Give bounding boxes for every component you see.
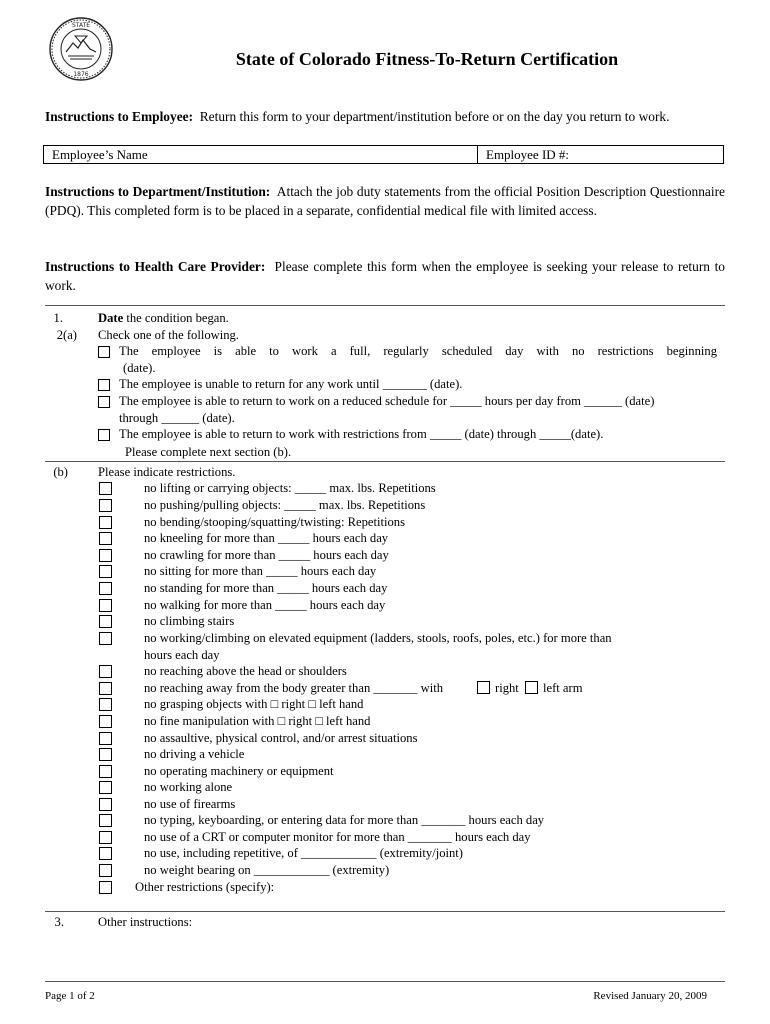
restriction-text: no operating machinery or equipment [144, 764, 334, 778]
option-full-day-date: (date). [123, 361, 156, 375]
svg-text:STATE: STATE [71, 22, 91, 29]
section-2b-number: (b) [53, 465, 68, 479]
option-restrictions-checkbox[interactable] [98, 429, 110, 441]
option-restrictions-text: The employee is able to return to work with restrictions from _____ (date) through _____(date). [119, 427, 604, 441]
restriction-text: no working alone [144, 780, 233, 794]
department-instructions-label: Instructions to Department/Institution: [45, 184, 271, 199]
employee-instructions-text: Return this form to your department/institution before or on the day you return to work. [199, 109, 670, 124]
restriction-checkbox[interactable] [99, 615, 112, 628]
restriction-text: no use of firearms [144, 797, 236, 811]
restriction-checkbox[interactable] [99, 632, 112, 645]
restriction-text: no bending/stooping/squatting/twisting: Repetitions [144, 515, 405, 529]
section-3-text: Other instructions: [98, 915, 193, 929]
restriction-checkbox[interactable] [99, 532, 112, 545]
restriction-checkbox[interactable] [99, 781, 112, 794]
restriction-checkbox[interactable] [99, 732, 112, 745]
restriction-checkbox[interactable] [99, 665, 112, 678]
other-restrictions-label: Other restrictions (specify): [135, 880, 275, 894]
restriction-text: no use, including repetitive, of ____________ (extremity/joint) [144, 846, 463, 860]
department-instructions [45, 183, 725, 220]
restriction-text-continued: hours each day [144, 648, 220, 662]
restriction-text: no typing, keyboarding, or entering data for more than _______ hours each day [144, 813, 545, 827]
employee-name-label: Employee’s Name [52, 147, 148, 162]
restriction-checkbox[interactable] [99, 814, 112, 827]
restriction-checkbox[interactable] [99, 582, 112, 595]
restriction-text: no pushing/pulling objects: _____ max. lbs. Repetitions [144, 498, 426, 512]
section-2a-heading: Check one of the following. [98, 328, 239, 342]
restriction-checkbox[interactable] [99, 682, 112, 695]
restriction-text: no reaching away from the body greater than _______ with [144, 681, 444, 695]
department-instructions-text: Attach the job duty statements from the official Position Description Questionnaire (PDQ). This completed form is to be placed in a separate, confidential medical file with limited access. [45, 184, 725, 218]
employee-id-label: Employee ID #: [486, 147, 570, 162]
employee-id-field[interactable] [478, 146, 577, 163]
provider-instructions-label: Instructions to Health Care Provider: [45, 259, 266, 274]
option-reduced-schedule-text: The employee is able to return to work on a reduced schedule for _____ hours per day from ______ (date) [119, 394, 655, 408]
section-1-rest: the condition began. [126, 311, 229, 325]
restriction-text: no standing for more than _____ hours each day [144, 581, 388, 595]
restriction-checkbox[interactable] [99, 765, 112, 778]
restriction-checkbox[interactable] [99, 748, 112, 761]
restriction-checkbox[interactable] [99, 599, 112, 612]
section-divider [45, 305, 725, 306]
option-full-day-text: The employee is able to work a full, regularly scheduled day with no restrictions beginning [119, 344, 717, 358]
employee-name-field[interactable] [44, 146, 478, 163]
employee-instructions [45, 108, 725, 127]
footer-divider [45, 981, 725, 982]
reach-left-label: left arm [543, 681, 583, 695]
reach-left-checkbox[interactable] [525, 681, 538, 694]
restriction-checkbox[interactable] [99, 715, 112, 728]
restriction-text: no grasping objects with □ right □ left hand [144, 697, 364, 711]
restriction-checkbox[interactable] [99, 499, 112, 512]
svg-text:1876: 1876 [73, 71, 89, 78]
restriction-checkbox[interactable] [99, 482, 112, 495]
restriction-text: no sitting for more than _____ hours each day [144, 564, 377, 578]
employee-id-row [43, 145, 724, 164]
restriction-checkbox[interactable] [99, 565, 112, 578]
restriction-checkbox[interactable] [99, 831, 112, 844]
restriction-text: no weight bearing on ____________ (extremity) [144, 863, 390, 877]
restriction-checkbox[interactable] [99, 798, 112, 811]
section-2b-heading: Please indicate restrictions. [98, 465, 236, 479]
reach-right-checkbox[interactable] [477, 681, 490, 694]
restriction-text: no kneeling for more than _____ hours each day [144, 531, 389, 545]
option-reduced-schedule-through: through ______ (date). [119, 411, 235, 425]
page-title: State of Colorado Fitness-To-Return Certification [235, 49, 619, 69]
restriction-text: no lifting or carrying objects: _____ max. lbs. Repetitions [144, 481, 436, 495]
restriction-text: no walking for more than _____ hours each day [144, 598, 386, 612]
section-divider [45, 461, 725, 462]
restriction-text: no working/climbing on elevated equipment (ladders, stools, roofs, poles, etc.) for more than [144, 631, 612, 645]
section-divider [45, 911, 725, 912]
restriction-checkbox[interactable] [99, 698, 112, 711]
restriction-text: no reaching above the head or shoulders [144, 664, 347, 678]
option-unable-checkbox[interactable] [98, 379, 110, 391]
option-restrictions-note: Please complete next section (b). [125, 445, 292, 459]
restriction-text: no assaultive, physical control, and/or arrest situations [144, 731, 418, 745]
employee-instructions-label: Instructions to Employee: [45, 109, 194, 124]
restriction-checkbox[interactable] [99, 516, 112, 529]
option-reduced-schedule-checkbox[interactable] [98, 396, 110, 408]
restriction-text: no climbing stairs [144, 614, 235, 628]
restriction-checkbox[interactable] [99, 864, 112, 877]
restriction-checkbox[interactable] [99, 549, 112, 562]
reach-right-label: right [495, 681, 519, 695]
restriction-text: no crawling for more than _____ hours each day [144, 548, 389, 562]
section-3-number: 3. [54, 915, 64, 929]
option-full-day-checkbox[interactable] [98, 346, 110, 358]
revision-date: Revised January 20, 2009 [593, 990, 707, 1002]
page-number: Page 1 of 2 [45, 990, 95, 1002]
section-1-bold: Date [98, 311, 124, 325]
provider-instructions [45, 258, 725, 295]
option-unable-text: The employee is unable to return for any work until _______ (date). [119, 377, 463, 391]
restriction-checkbox[interactable] [99, 847, 112, 860]
provider-instructions-text: Please complete this form when the employee is seeking your release to return to work. [45, 259, 726, 293]
restriction-text: no use of a CRT or computer monitor for more than _______ hours each day [144, 830, 531, 844]
restriction-text: no driving a vehicle [144, 747, 245, 761]
section-2a-number: 2(a) [56, 328, 77, 342]
other-restrictions-checkbox[interactable] [99, 881, 112, 894]
section-1-number: 1. [53, 311, 63, 325]
restriction-text: no fine manipulation with □ right □ left hand [144, 714, 371, 728]
section-1-text [98, 310, 229, 326]
